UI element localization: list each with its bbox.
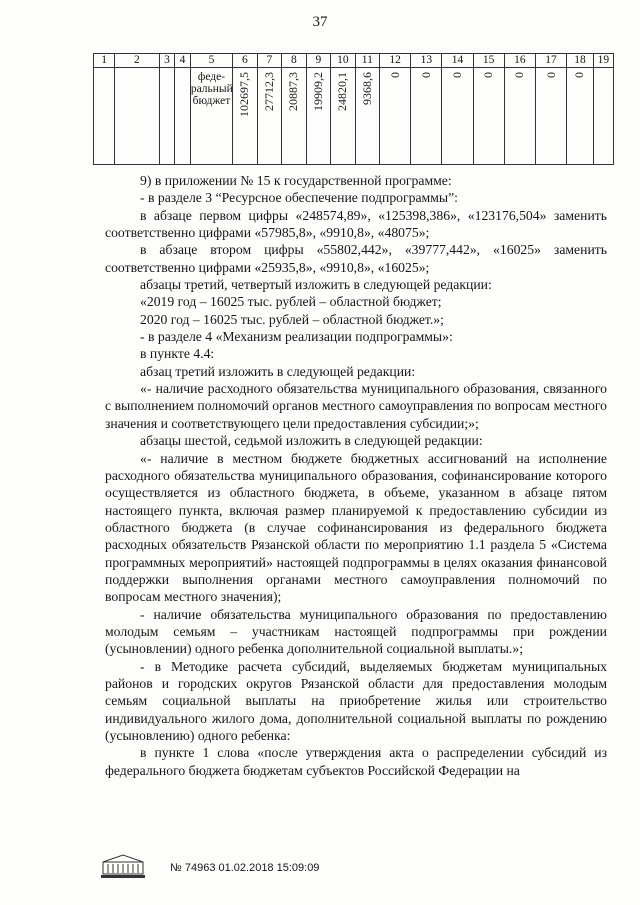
column-number: 14: [442, 54, 473, 68]
table-value: 0: [543, 72, 558, 78]
table-cell: [380, 68, 411, 165]
table-value: 9368,6: [359, 72, 374, 105]
table-value: 0: [512, 72, 527, 78]
paragraph: в пункте 4.4:: [140, 346, 215, 362]
column-number: 12: [380, 54, 411, 68]
paragraph: «- наличие в местном бюджете бюджетных ассигнований на исполнение расходного обязательства муниципального образования, софинансирование которого осуществляется из областного бюджета, в объеме, указанном в абзаце пятом настоящего пункта, включая размер планируемой к предоставлению субсидии из областного бюджета (в случае софинансирования из федерального бюджета расходных обязательств Рязанской области по мероприятию 1.1 раздела 5 «Система программных мероприятий» настоящей подпрограммы в целях оказания финансовой поддержки выполнения органами местного самоуправления полномочий по вопросам местного значения);: [105, 450, 607, 605]
column-number: 18: [567, 54, 594, 68]
table-cell: [282, 68, 306, 165]
table-value: 27712,3: [261, 72, 276, 111]
paragraph: «2019 год – 16025 тыс. рублей – областной бюджет;: [140, 294, 442, 310]
paragraph: в пункте 1 слова «после утверждения акта о распределении субсидий из федерального бюджета бюджетам субъектов Российской Федерации на: [105, 745, 607, 778]
table-value: 20887,3: [286, 72, 301, 111]
table-cell: [504, 68, 535, 165]
table-value: 19909,2: [310, 72, 325, 111]
paragraph: - в Методике расчета субсидий, выделяемых бюджетам муниципальных районов и городских округов Рязанской области для предоставления молодым семьям социальной выплаты на приобретение жилья или строительство индивидуального жилого дома, дополнительной социальной выплаты по рождению (усыновлению) одного ребенка:: [105, 658, 607, 743]
government-building-icon: [100, 852, 146, 880]
table-cell: [567, 68, 594, 165]
page-number: 37: [312, 14, 328, 30]
column-number: 15: [473, 54, 504, 68]
paragraph: абзац третий изложить в следующей редакции:: [140, 363, 416, 379]
table-cell: [331, 68, 355, 165]
table-cell: [473, 68, 504, 165]
column-number: 13: [411, 54, 442, 68]
paragraph: - в разделе 3 “Ресурсное обеспечение подпрограммы”:: [140, 190, 458, 206]
column-number: 19: [593, 54, 613, 68]
paragraph: «- наличие расходного обязательства муниципального образования, связанного с выполнением полномочий органов местного самоуправления по вопросам местного значения и соответствующего цели предоставления субсидии;»;: [105, 381, 607, 431]
table-cell: [593, 68, 613, 165]
table-cell: [159, 68, 175, 165]
column-number: 3: [159, 54, 175, 68]
paragraph: абзацы третий, четвертый изложить в следующей редакции:: [140, 277, 492, 293]
table-cell: [411, 68, 442, 165]
table-value: 0: [572, 72, 587, 78]
column-number: 6: [233, 54, 257, 68]
column-number: 5: [190, 54, 232, 68]
paragraph: 9) в приложении № 15 к государственной программе:: [140, 173, 452, 188]
table-header-row: [94, 54, 614, 68]
column-number: 4: [175, 54, 191, 68]
column-number: 17: [535, 54, 566, 68]
table-cell: [175, 68, 191, 165]
table-cell: [257, 68, 281, 165]
table-cell: [233, 68, 257, 165]
paragraph: 2020 год – 16025 тыс. рублей – областной бюджет.»;: [140, 311, 444, 327]
paragraph: в абзаце втором цифры «55802,442», «39777,442», «16025» заменить соответственно цифрами «25935,8», «9910,8», «16025»;: [105, 242, 607, 275]
table-cell: [94, 68, 115, 165]
table-cell: [115, 68, 160, 165]
footer: [100, 852, 400, 886]
table-row: [94, 68, 614, 165]
budget-table: [93, 53, 614, 165]
table-value: 0: [387, 72, 402, 78]
paragraph: - в разделе 4 «Механизм реализации подпрограммы»:: [140, 329, 453, 345]
document-id: № 74963 01.02.2018 15:09:09: [170, 862, 320, 874]
table-cell: [355, 68, 379, 165]
document-body: [105, 172, 607, 779]
column-number: 9: [306, 54, 330, 68]
paragraph: - наличие обязательства муниципального образования по предоставлению молодым семьям – участникам настоящей подпрограммы при рождении (усыновлении) одного ребенка дополнительной социальной выплаты.»;: [105, 606, 607, 657]
column-number: 16: [504, 54, 535, 68]
column-number: 2: [115, 54, 160, 68]
table-cell: [306, 68, 330, 165]
paragraph: в абзаце первом цифры «248574,89», «125398,386», «123176,504» заменить соответственно цифрами «57985,8», «9910,8», «48075»;: [105, 207, 607, 241]
column-number: 8: [282, 54, 306, 68]
table-value: 102697,5: [237, 72, 252, 117]
column-number: 7: [257, 54, 281, 68]
paragraph: абзацы шестой, седьмой изложить в следующей редакции:: [140, 433, 483, 449]
column-number: 10: [331, 54, 355, 68]
table-value: 24820,1: [335, 72, 350, 111]
table-value: 0: [481, 72, 496, 78]
table-value: 0: [418, 72, 433, 78]
table-value: 0: [449, 72, 464, 78]
funding-source: феде-ральный бюджет: [190, 71, 233, 107]
column-number: 1: [94, 54, 115, 68]
table-cell: [190, 68, 232, 165]
column-number: 11: [355, 54, 379, 68]
table-cell: [442, 68, 473, 165]
table-cell: [535, 68, 566, 165]
